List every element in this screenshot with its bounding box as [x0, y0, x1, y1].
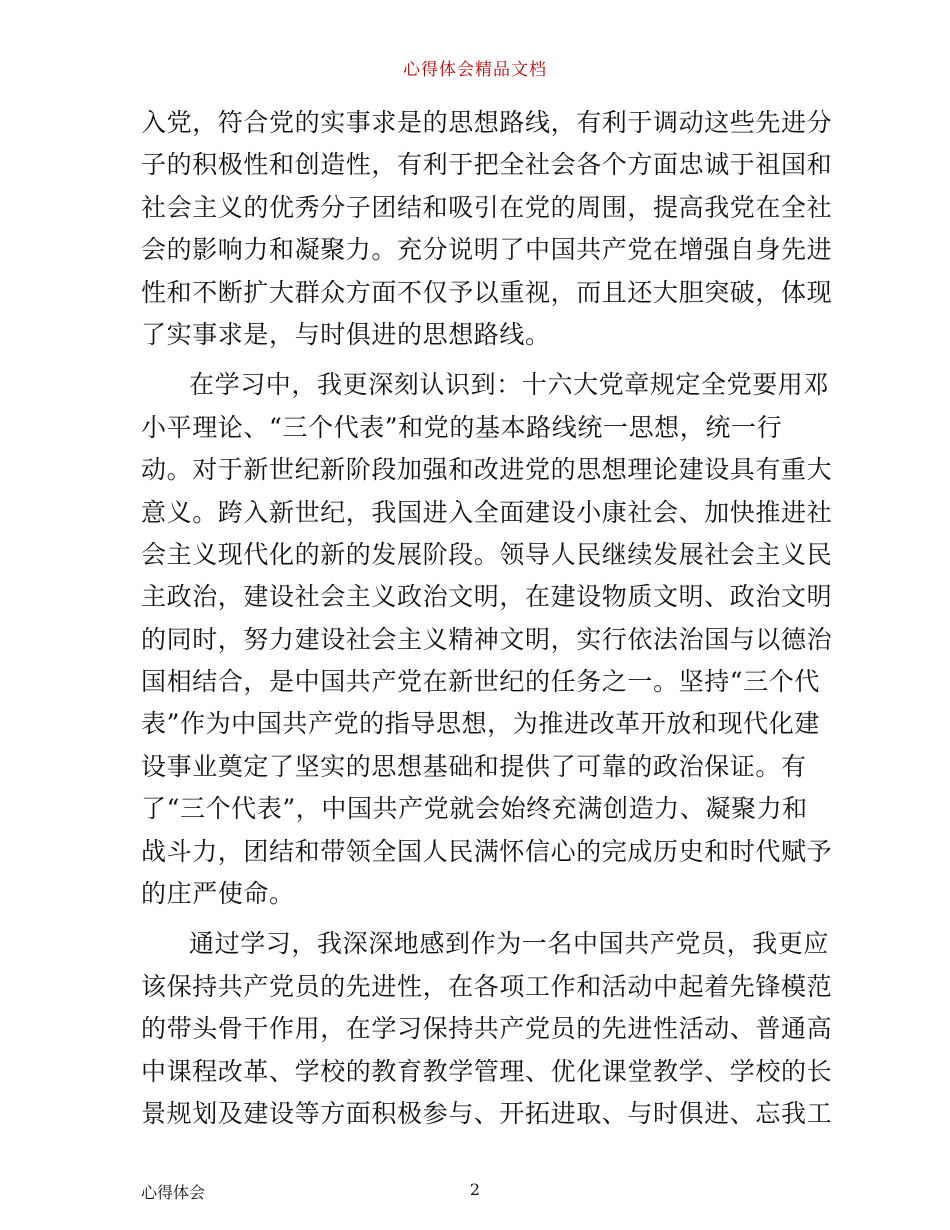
text-line: 了实事求是，与时俱进的思想路线。	[141, 319, 551, 349]
text-line: 中课程改革、学校的教育教学管理、优化课堂教学、学校的长	[141, 1056, 833, 1086]
text-line: 该保持共产党员的先进性，在各项工作和活动中起着先锋模范	[141, 971, 833, 1001]
text-line: 性和不断扩大群众方面不仅予以重视，而且还大胆突破，体现	[141, 277, 833, 307]
paragraph-gap	[141, 915, 813, 923]
text-line: 的带头骨干作用，在学习保持共产党员的先进性活动、普通高	[141, 1014, 833, 1044]
text-line: 主政治，建设社会主义政治文明，在建设物质文明、政治文明	[141, 582, 833, 612]
footer-label: 心得体会	[141, 1183, 206, 1202]
text-line: 国相结合，是中国共产党在新世纪的任务之一。坚持“三个代	[141, 667, 820, 697]
text-line: 设事业奠定了坚实的思想基础和提供了可靠的政治保证。有	[141, 751, 807, 781]
text-line: 小平理论、“三个代表”和党的基本路线统一思想，统一行	[141, 412, 783, 442]
paragraph	[141, 364, 833, 915]
text-line: 会主义现代化的新的发展阶段。领导人民继续发展社会主义民	[141, 539, 833, 569]
text-line: 子的积极性和创造性，有利于把全社会各个方面忠诚于祖国和	[141, 150, 833, 180]
text-line: 意义。跨入新世纪，我国进入全面建设小康社会、加快推进社	[141, 497, 833, 527]
text-line: 社会主义的优秀分子团结和吸引在党的周围，提高我党在全社	[141, 192, 833, 222]
text-line: 动。对于新世纪新阶段加强和改进党的思想理论建设具有重大	[141, 455, 833, 485]
text-line: 了“三个代表”，中国共产党就会始终充满创造力、凝聚力和	[141, 794, 808, 824]
text-line: 表”作为中国共产党的指导思想，为推进改革开放和现代化建	[141, 709, 820, 739]
paragraph-gap	[141, 356, 813, 364]
page-number: 2	[469, 1180, 481, 1199]
document-body	[141, 102, 833, 1135]
text-line: 会的影响力和凝聚力。充分说明了中国共产党在增强自身先进	[141, 235, 833, 265]
document-header-title: 心得体会精品文档	[403, 60, 547, 80]
text-line: 景规划及建设等方面积极参与、开拓进取、与时俱进、忘我工	[141, 1098, 833, 1128]
text-line: 战斗力，团结和带领全国人民满怀信心的完成历史和时代赋予	[141, 836, 833, 866]
text-line: 入党，符合党的实事求是的思想路线，有利于调动这些先进分	[141, 108, 833, 137]
paragraph	[141, 102, 833, 356]
text-line: 的庄严使命。	[141, 879, 295, 909]
text-line: 通过学习，我深深地感到作为一名中国共产党员，我更应	[189, 929, 830, 959]
text-line: 的同时，努力建设社会主义精神文明，实行依法治国与以德治	[141, 624, 833, 654]
text-line: 在学习中，我更深刻认识到：十六大党章规定全党要用邓	[189, 370, 830, 400]
paragraph	[141, 923, 833, 1135]
